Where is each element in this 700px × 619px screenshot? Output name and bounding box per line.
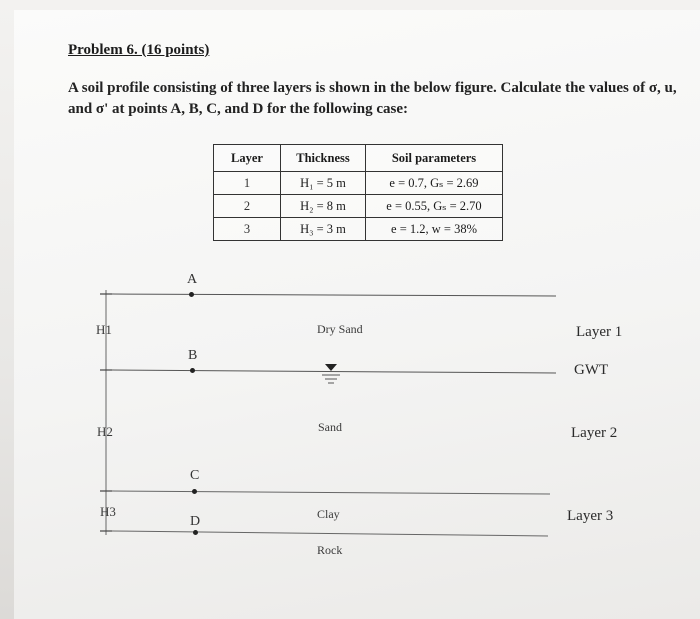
- layer-boundary-line: [112, 491, 550, 494]
- point-d-marker: [193, 530, 198, 535]
- cell-thickness: H₂ = 8 m: [281, 195, 366, 218]
- layer-2-label: Layer 2: [571, 425, 618, 441]
- point-d-label: D: [190, 514, 201, 529]
- header-thickness: Thickness: [281, 145, 366, 172]
- point-c-label: C: [190, 468, 200, 483]
- point-b-label: B: [188, 348, 198, 363]
- gwt-label: GWT: [574, 362, 609, 378]
- cell-layer: 3: [214, 218, 281, 241]
- cell-params: e = 0.7, Gₛ = 2.69: [366, 172, 503, 195]
- cell-layer: 1: [214, 172, 281, 195]
- soil-label-rock: Rock: [317, 543, 343, 557]
- point-c-marker: [192, 489, 197, 494]
- soil-label-dry-sand: Dry Sand: [317, 322, 363, 336]
- problem-title: Problem 6. (16 points): [68, 42, 210, 58]
- problem-line-1: A soil profile consisting of three layers is shown in the below figure. Calculate the values of σ, u,: [68, 80, 677, 96]
- depth-label-h3: H3: [100, 504, 116, 519]
- soil-label-clay: Clay: [317, 507, 340, 521]
- problem-line-2: and σ' at points A, B, C, and D for the following case:: [68, 101, 408, 117]
- header-layer: Layer: [214, 145, 281, 172]
- cell-thickness: H₃ = 3 m: [281, 218, 366, 241]
- cell-params: e = 1.2, w = 38%: [366, 218, 503, 241]
- cell-thickness: H₁ = 5 m: [281, 172, 366, 195]
- water-table-line: [112, 370, 556, 373]
- point-a-label: A: [187, 272, 198, 287]
- layer-1-label: Layer 1: [576, 324, 623, 340]
- header-soil-parameters: Soil parameters: [366, 145, 503, 172]
- bedrock-line: [112, 531, 548, 536]
- point-a-marker: [189, 292, 194, 297]
- ground-surface-line: [112, 294, 556, 296]
- cell-layer: 2: [214, 195, 281, 218]
- point-b-marker: [190, 368, 195, 373]
- layer-3-label: Layer 3: [567, 508, 614, 524]
- depth-label-h2: H2: [97, 424, 113, 439]
- cell-params: e = 0.55, Gₛ = 2.70: [366, 195, 503, 218]
- depth-label-h1: H1: [96, 322, 112, 337]
- soil-label-sand: Sand: [318, 420, 342, 434]
- water-table-icon: [322, 364, 340, 383]
